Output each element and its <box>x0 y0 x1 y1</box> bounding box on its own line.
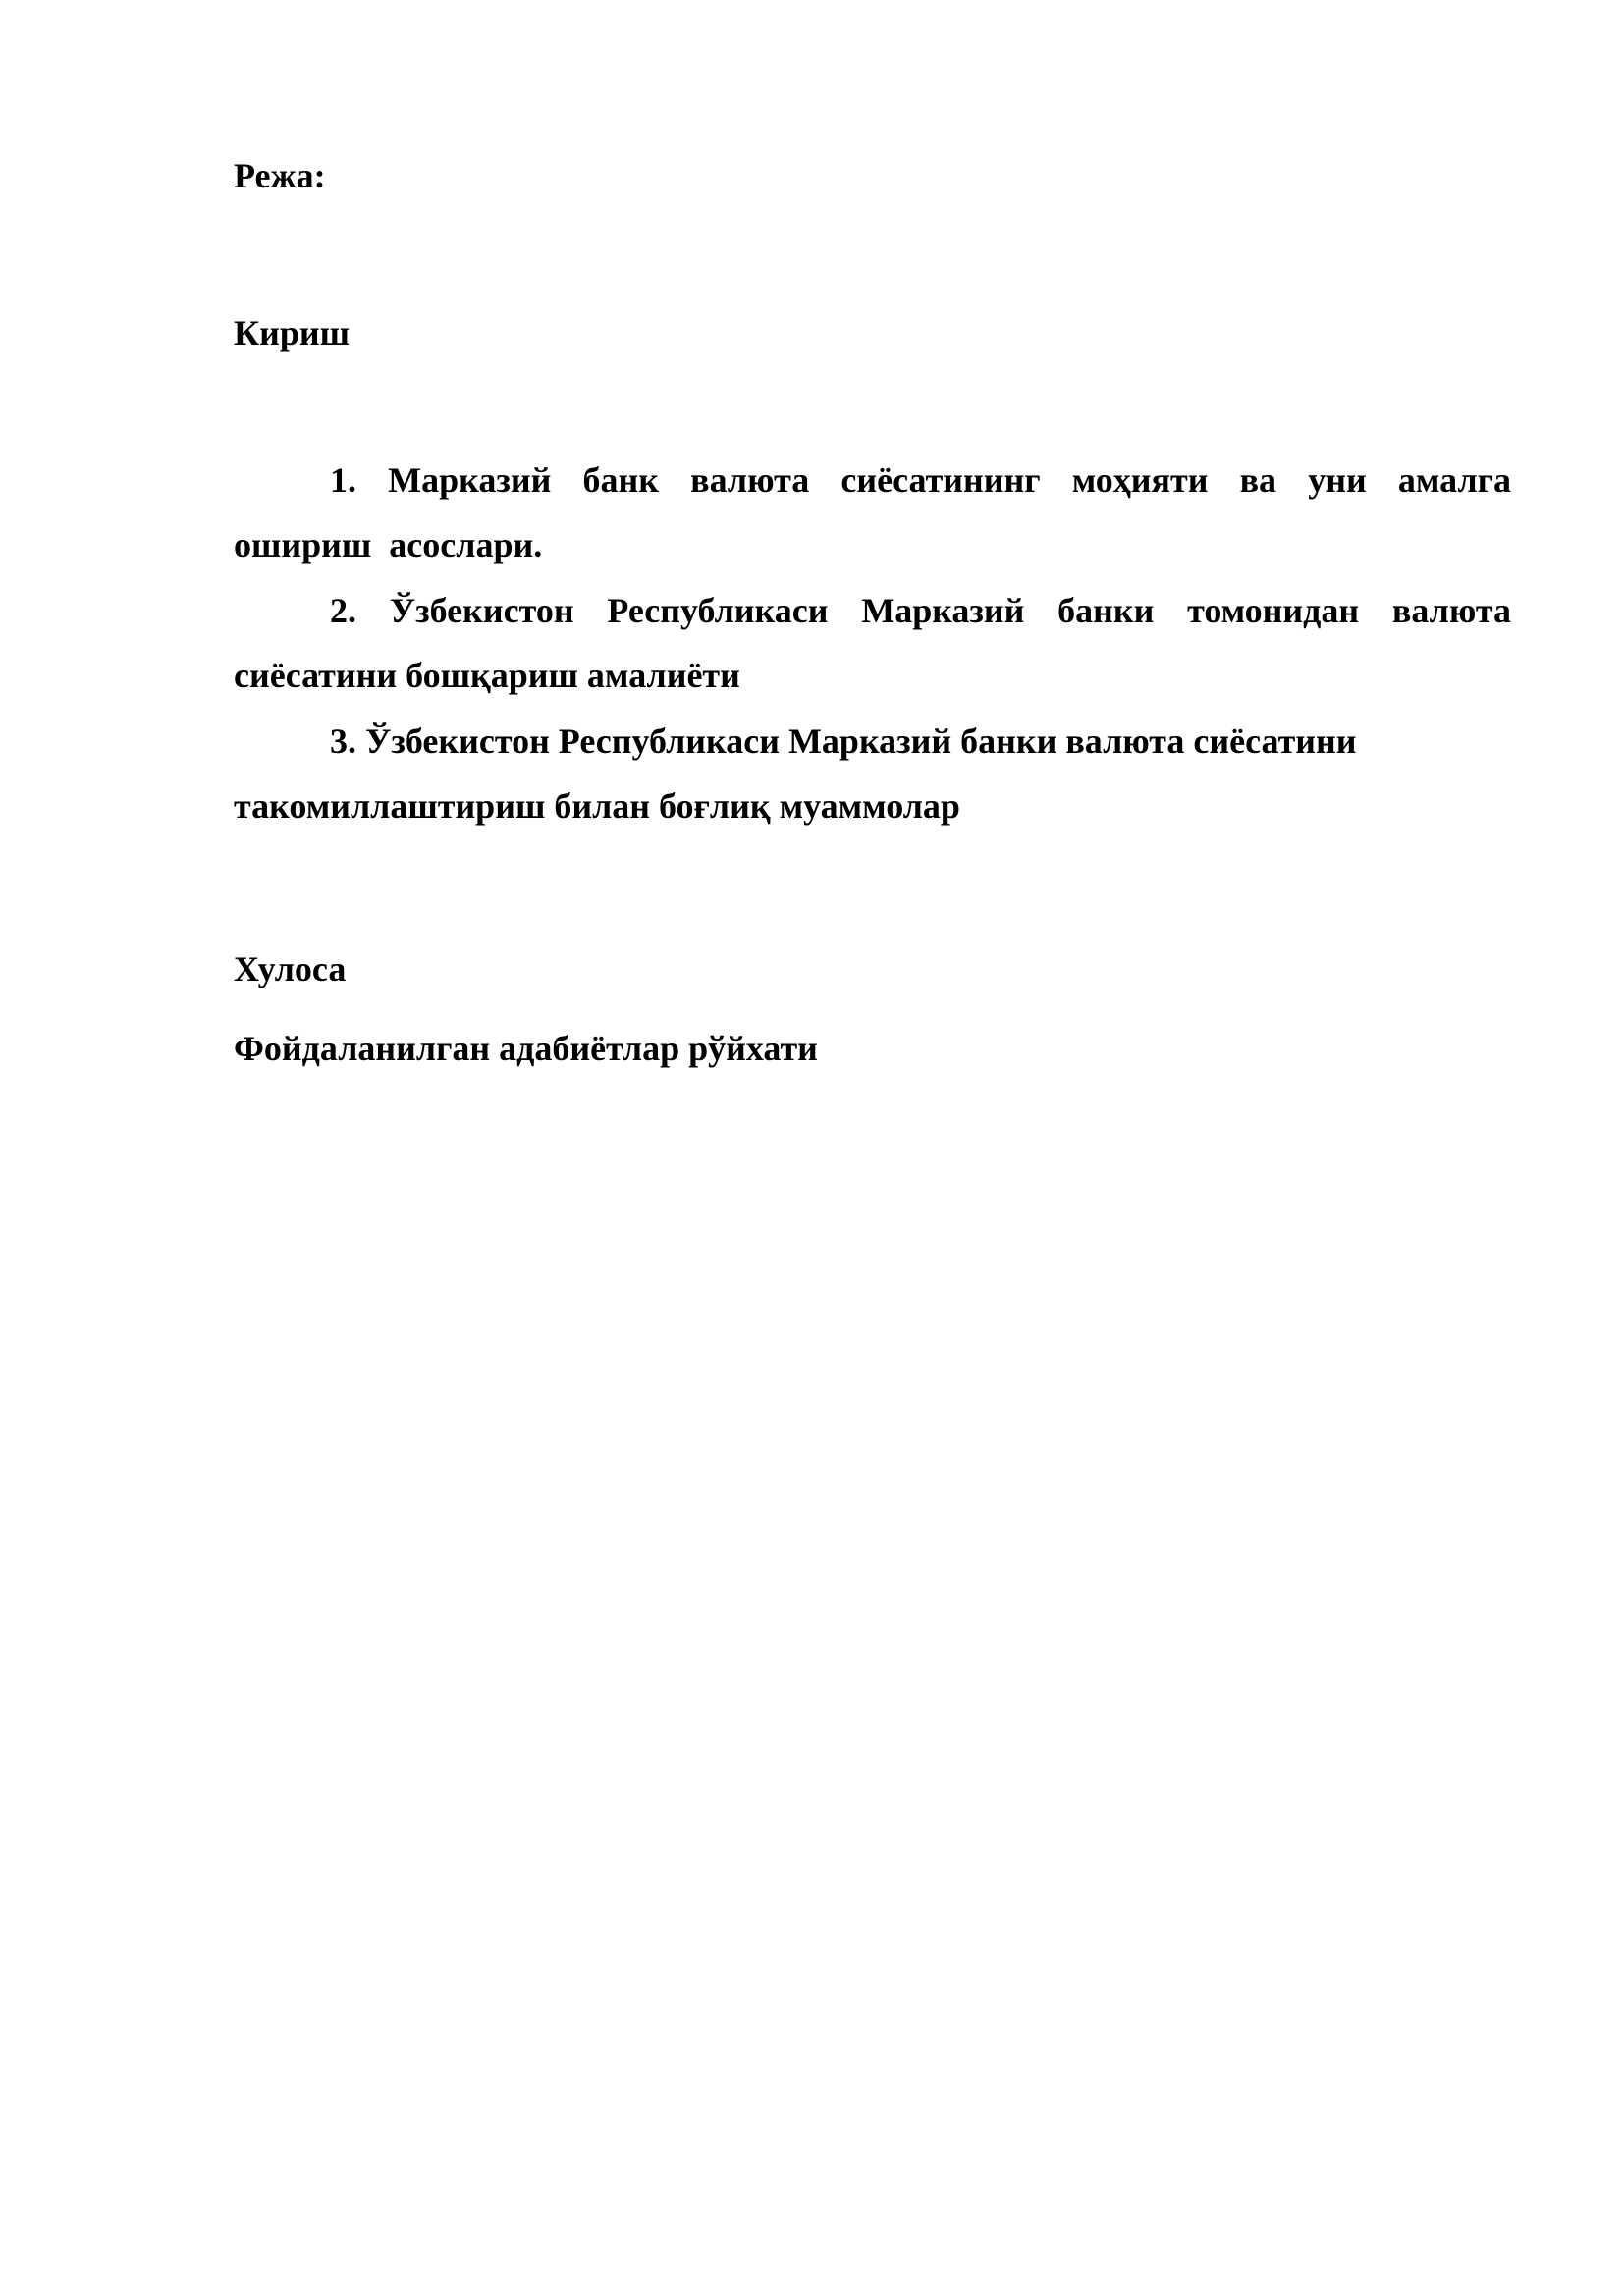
references-heading: Фойдаланилган адабиётлар рўйхати <box>234 1029 818 1068</box>
conclusion-heading: Хулоса <box>234 949 347 988</box>
plan-item-3-line-2: такомиллаштириш билан боғлиқ муаммолар <box>234 786 960 826</box>
plan-item-3-line-1: 3. Ўзбекистон Республикаси Марказий банки валюта сиёсатини <box>330 721 1357 761</box>
plan-item-1-line-1: 1. Марказий банк валюта сиёсатининг моҳияти ва уни амалга <box>330 460 1511 500</box>
plan-item-1-line-2: ошириш асослари. <box>234 525 543 564</box>
plan-item-2-line-2: сиёсатини бошқариш амалиёти <box>234 656 740 695</box>
plan-heading: Режа: <box>234 156 326 195</box>
plan-item-2-line-1: 2. Ўзбекистон Республикаси Марказий банки томонидан валюта <box>330 591 1511 630</box>
intro-heading: Кириш <box>234 313 351 352</box>
